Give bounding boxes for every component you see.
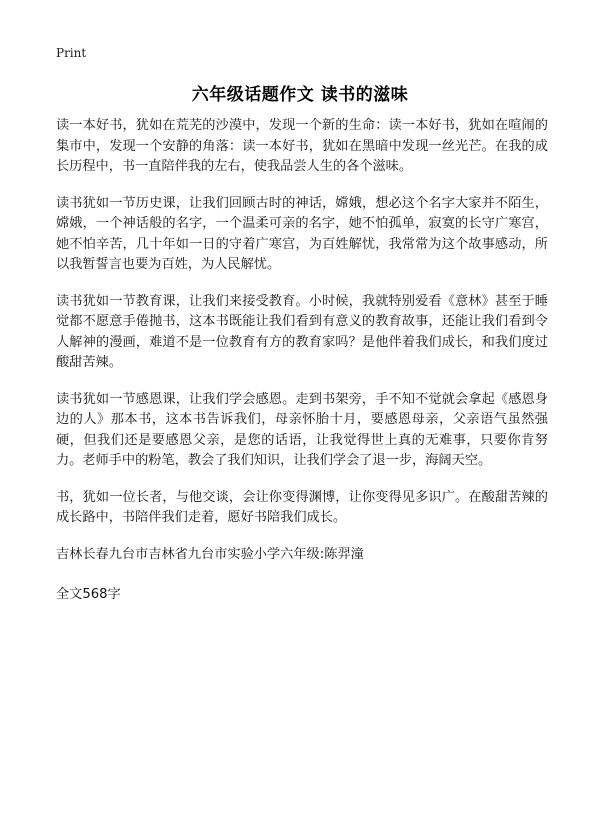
page-title: 六年级话题作文 读书的滋味 [191,85,409,105]
paragraph-2: 读书犹如一节历史课，让我们回顾古时的神话，嫦娥，想必这个名字大家并不陌生，嫦娥，一个神话般的名字，一个温柔可亲的名字，她不怕孤单，寂寞的长守广寒宫，她不怕辛苦，几十年如一日的守着广寒宫，为百姓解忧，我常常为这个故事感动，所以我暂誓言也要为百姓，为人民解忧。 [56,195,548,272]
word-count: 全文568字 [56,586,121,602]
print-link[interactable]: Print [56,46,87,60]
paragraph-4: 读书犹如一节感恩课，让我们学会感恩。走到书架旁，手不知不觉就会拿起《感恩身边的人》那本书，这本书告诉我们，母亲怀胎十月，要感恩母亲，父亲语气虽然强硬，但我们还是要感恩父亲，是您的话语，让我觉得世上真的无难事，只要你肯努力。老师手中的粉笔，教会了我们知识，让我们学会了退一步，海阔天空。 [56,391,548,468]
article-body [56,116,548,625]
paragraph-3: 读书犹如一节教育课，让我们来接受教育。小时候，我就特别爱看《意林》甚至于睡觉都不愿意手倦抛书，这本书既能让我们看到有意义的教育故事，还能让我们看到令人解神的漫画，难道不是一位教育有方的教育家吗？是他伴着我们成长，和我们度过酸甜苦辣。 [56,293,548,370]
paragraph-5: 书，犹如一位长者，与他交谈，会让你变得渊博，让你变得见多识广。在酸甜苦辣的成长路中，书陪伴我们走着，愿好书陪我们成长。 [56,489,548,525]
author-line: 吉林长春九台市吉林省九台市实验小学六年级:陈羿潼 [56,546,364,562]
paragraph-1: 读一本好书，犹如在荒芜的沙漠中，发现一个新的生命：读一本好书，犹如在喧闹的集市中，发现一个安静的角落：读一本好书，犹如在黑暗中发现一丝光芒。在我的成长历程中，书一直陪伴我的左右，使我品尝人生的各个滋味。 [56,118,548,174]
